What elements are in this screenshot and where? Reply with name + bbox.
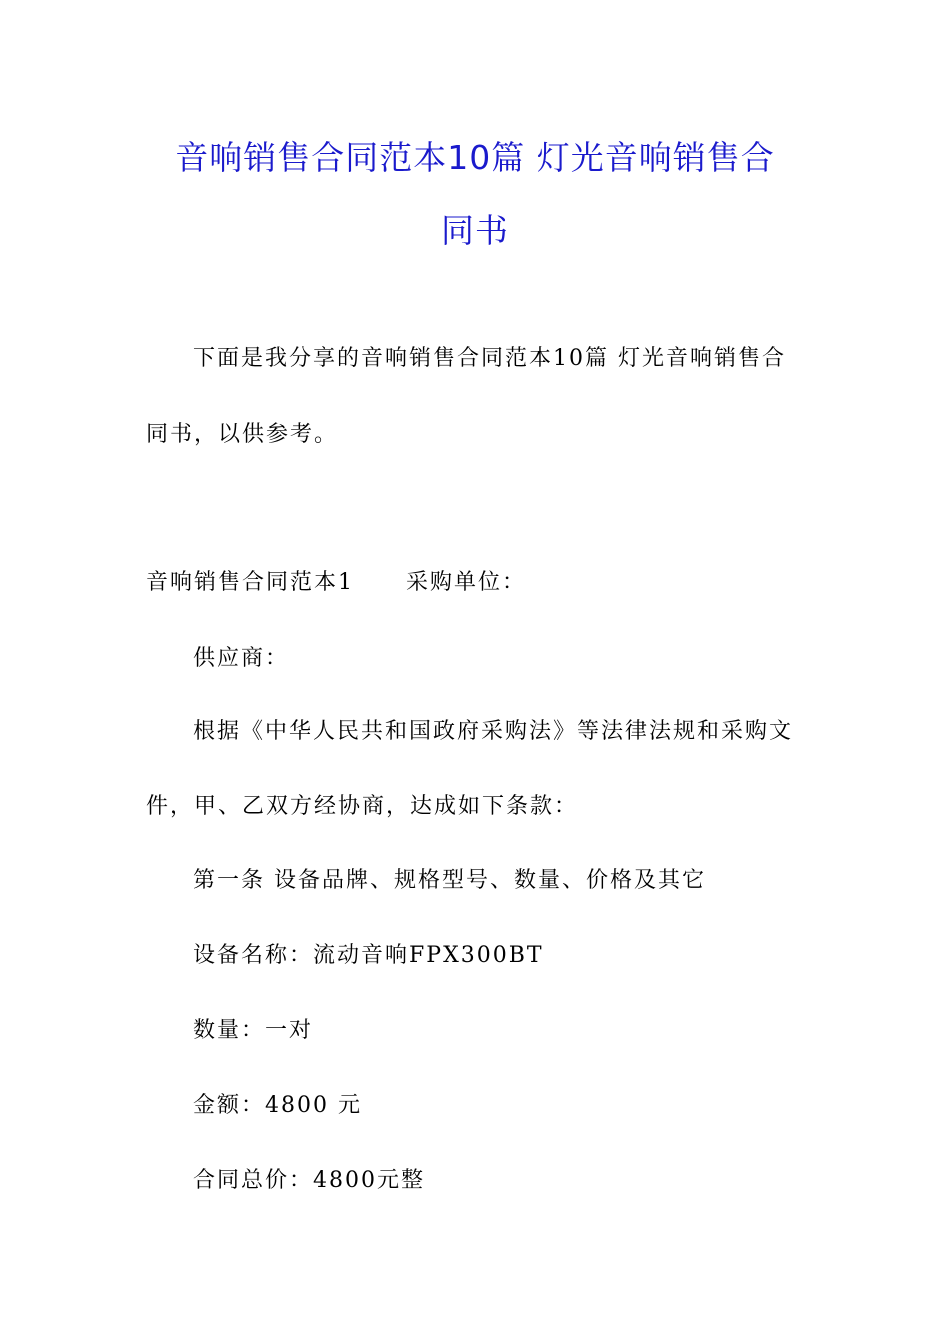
basis-paragraph-line-1: 根据《中华人民共和国政府采购法》等法律法规和采购文 xyxy=(193,719,794,744)
basis-paragraph-line-2: 件，甲、乙双方经协商，达成如下条款： xyxy=(146,794,579,819)
section-heading-row xyxy=(146,572,526,594)
amount-line: 金额：4800 元 xyxy=(193,1093,362,1118)
section-heading: 音响销售合同范本1 xyxy=(146,570,354,595)
supplier-label: 供应商： xyxy=(193,646,290,671)
intro-paragraph-line-2: 同书，以供参考。 xyxy=(146,422,339,447)
document-title-line-2: 同书 xyxy=(441,211,509,250)
total-price-line: 合同总价：4800元整 xyxy=(193,1168,425,1193)
intro-paragraph-line-1: 下面是我分享的音响销售合同范本10篇 灯光音响销售合 xyxy=(193,346,786,371)
quantity-line: 数量：一对 xyxy=(193,1018,314,1043)
device-name-line: 设备名称：流动音响FPX300BT xyxy=(193,943,544,968)
document-title-line-1: 音响销售合同范本10篇 灯光音响销售合 xyxy=(175,138,775,177)
article-1-heading: 第一条 设备品牌、规格型号、数量、价格及其它 xyxy=(193,868,706,893)
purchaser-label: 采购单位： xyxy=(406,570,527,595)
